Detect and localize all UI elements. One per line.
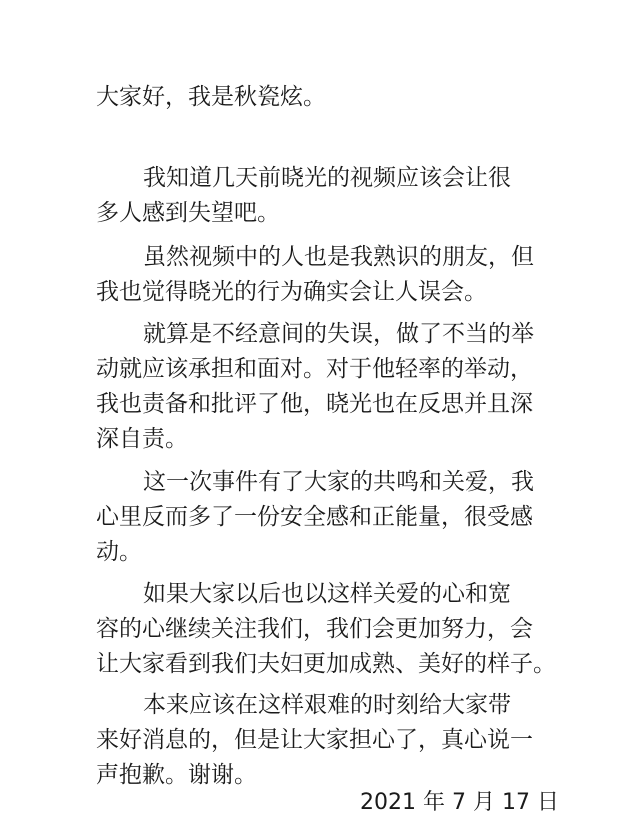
paragraph-line: 声抱歉。谢谢。 [96, 762, 257, 788]
paragraph-line: 来好消息的，但是让大家担心了，真心说一 [96, 727, 533, 753]
paragraph-line: 虽然视频中的人也是我熟识的朋友，但 [143, 244, 534, 270]
paragraph-line: 心里反而多了一份安全感和正能量，很受感 [96, 504, 533, 530]
paragraph-4 [96, 465, 566, 570]
paragraph-line: 本来应该在这样艰难的时刻给大家带 [143, 692, 511, 718]
paragraph-line: 如果大家以后也以这样关爱的心和宽 [143, 581, 511, 607]
letter-date: 2021 年 7 月 17 日 [360, 790, 559, 815]
paragraph-6 [96, 688, 566, 793]
paragraph-line: 让大家看到我们夫妇更加成熟、美好的样子。 [96, 651, 556, 677]
paragraph-line: 容的心继续关注我们，我们会更加努力，会 [96, 616, 533, 642]
paragraph-line: 动就应该承担和面对。对于他轻率的举动， [96, 356, 533, 382]
paragraph-line: 我也觉得晓光的行为确实会让人误会。 [96, 279, 487, 305]
paragraph-line: 就算是不经意间的失误，做了不当的举 [143, 321, 534, 347]
paragraph-line: 动。 [96, 539, 142, 565]
paragraph-line: 多人感到失望吧。 [96, 200, 280, 226]
paragraph-3 [96, 317, 566, 457]
paragraph-5 [96, 577, 566, 682]
paragraph-line: 这一次事件有了大家的共鸣和关爱，我 [143, 469, 534, 495]
greeting-line: 大家好，我是秋瓷炫。 [96, 84, 326, 110]
paragraph-2 [96, 240, 566, 310]
paragraph-line: 我知道几天前晓光的视频应该会让很 [143, 165, 511, 191]
paragraph-line: 深自责。 [96, 426, 188, 452]
paragraph-1 [96, 161, 566, 231]
paragraph-line: 我也责备和批评了他，晓光也在反思并且深 [96, 391, 533, 417]
